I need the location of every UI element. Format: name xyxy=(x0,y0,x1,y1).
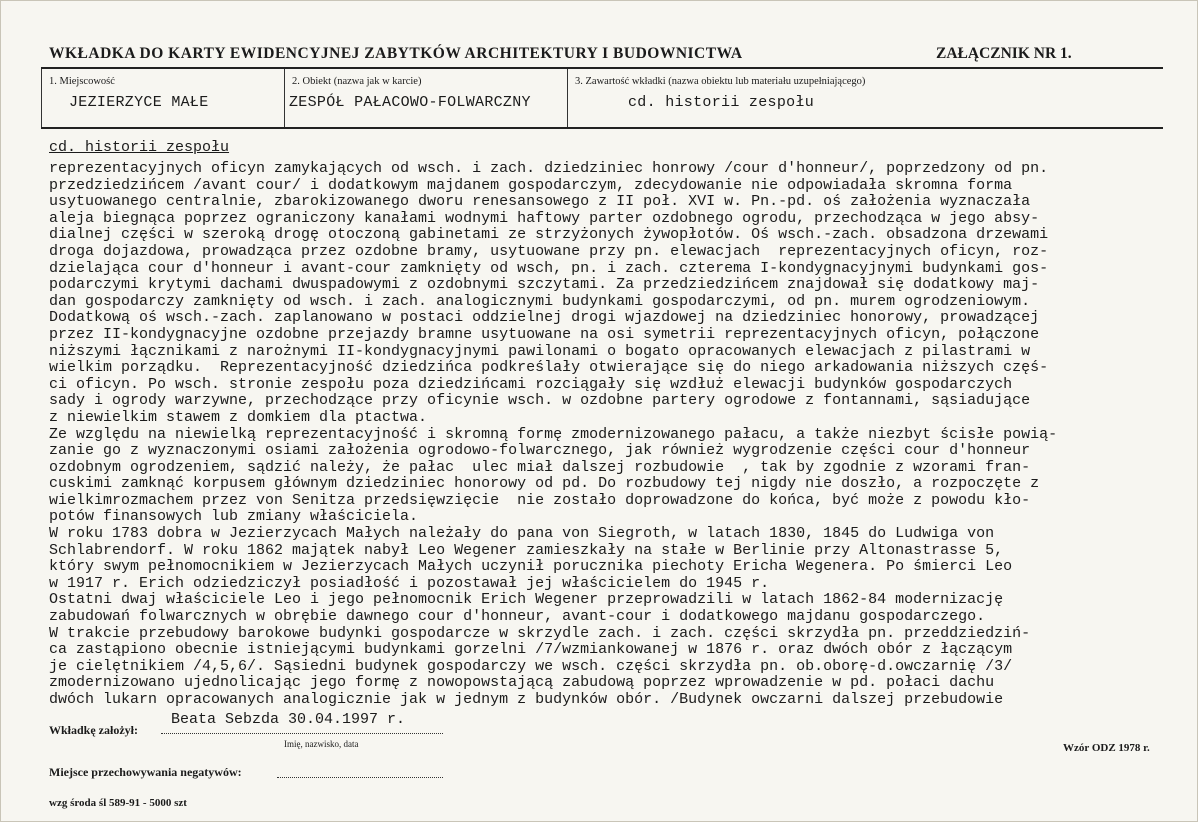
text-line: zmodernizowano ujednolicając jego formę z nowopowstającą zabudową poprzez wprowadzenie w pd. połaci dachu xyxy=(49,674,995,692)
content-value: cd. historii zespołu xyxy=(628,94,815,111)
text-line: ca zastąpiono obecnie istniejącymi budynkami gorzelni /7/wzmiankowanej w 1876 r. oraz dwóch obór z łączącym xyxy=(49,641,1013,659)
text-line: w 1917 r. Erich odziedziczył posiadłość i pozostawał jej właścicielem do 1945 r. xyxy=(49,574,770,592)
text-line: W roku 1783 dobra w Jezierzycach Małych należały do pana von Siegroth, w latach 1830, 1845 do Ludwiga von xyxy=(49,525,995,543)
object-field xyxy=(284,69,567,127)
text-line: usytuowanego centralnie, zbarokizowanego dworu renesansowego z II poł. XVI w. Pn.-pd. oś założenia wyznaczała xyxy=(49,193,1031,211)
section-heading: cd. historii zespołu xyxy=(49,139,230,156)
text-line: ci oficyn. Po wsch. stronie zespołu poza dziedzińcami rozciągały się wzdłuż elewacji budynków gospodarczych xyxy=(49,375,1013,393)
text-line: zanie go z wyznaczonymi osiami założenia ogrodowo-folwarcznego, jak również wygrodzenie części cour d'honneur xyxy=(49,442,1031,460)
content-label: 3. Zawartość wkładki (nazwa obiektu lub materiału uzupełniającego) xyxy=(575,76,866,87)
text-line: je cielętnikiem /4,5,6/. Sąsiedni budynek gospodarczy we wsch. części skrzydła pn. ob.oborę-d.owczarnię /3/ xyxy=(49,657,1013,675)
form-title: WKŁADKA DO KARTY EWIDENCYJNEJ ZABYTKÓW ARCHITEKTURY I BUDOWNICTWA xyxy=(49,45,743,62)
text-line: przedziedzińcem /avant cour/ i dodatkowym majdanem gospodarczym, zdecydowanie nie odpowiadała skromna forma xyxy=(49,176,1013,194)
text-line: dwóch lukarn opracowanych analogicznie jak w jednym z budynków obór. /Budynek owczarni dalszej przebudowie xyxy=(49,691,1004,708)
author-label: Wkładkę założył: xyxy=(49,723,138,737)
text-line: wielkim porządku. Reprezentacyjność dziedzińca podkreślały otwierające się do niego arkadowania niższych częś- xyxy=(49,359,1049,377)
storage-label: Miejsce przechowywania negatywów: xyxy=(49,765,242,779)
text-line: Dodatkową oś wsch.-zach. zaplanowano w postaci oddzielnej drogi wjazdowej na dziedziniec honorowy, prowadzącej xyxy=(49,309,1040,327)
header-fields xyxy=(41,69,1163,129)
text-line: który swym pełnomocnikiem w Jezierzycach Małych uczynił porucznika piechoty Ericha Wegenera. Po śmierci Leo xyxy=(49,558,1013,576)
text-line: niższymi łącznikami z narożnymi II-kondygnacyjnymi pawilonami o bogato opracowanych elewacjach z pilastrami w xyxy=(49,342,1031,360)
text-line: dzielająca cour d'honneur i avant-cour zamknięty od wsch, pn. i zach. czterema I-kondygnacyjnymi budynkami gos- xyxy=(49,259,1049,277)
text-line: dan gospodarczy zamknięty od wsch. i zach. analogicznymi budynkami gospodarczymi, od pn. murem ogrodzeniowym. xyxy=(49,292,1031,310)
text-line: potów finansowych lub zmiany właściciela. xyxy=(49,508,419,526)
text-line: przez II-kondygnacyjne ozdobne przejazdy bramne usytuowane na osi symetrii reprezentacyjnych oficyn, połączone xyxy=(49,325,1040,343)
text-line: zabudowań folwarcznych w obrębie dawnego cour d'honneur, avant-cour i dodatkowego majdanu gospodarczego. xyxy=(49,608,986,626)
text-line: droga dojazdowa, prowadząca przez ozdobne bramy, usytuowane przy pn. elewacjach reprezentacyjnych oficyn, roz- xyxy=(49,242,1049,260)
printer-info: wzg środa śl 589-91 - 5000 szt xyxy=(49,797,187,809)
annex-number: ZAŁĄCZNIK NR 1. xyxy=(936,45,1072,62)
text-line: Ze względu na niewielką reprezentacyjność i skromną formę zmodernizowanego pałacu, a także niezbyt ścisłe powią- xyxy=(49,425,1058,443)
history-text xyxy=(49,161,1169,709)
location-label: 1. Miejscowość xyxy=(49,76,115,87)
text-line: ozdobnym ogrodzeniem, sądzić należy, że pałac ulec miał dalszej rozbudowie , tak by zgodnie z wzorami fran- xyxy=(49,458,1031,476)
author-caption: Imię, nazwisko, data xyxy=(284,739,359,749)
location-value: JEZIERZYCE MAŁE xyxy=(69,94,209,111)
text-line: Ostatni dwaj właściciele Leo i jego pełnomocnik Erich Wegener przeprowadzili w latach 1862-84 modernizację xyxy=(49,591,1004,609)
content-field xyxy=(567,69,1163,127)
object-label: 2. Obiekt (nazwa jak w karcie) xyxy=(292,76,422,87)
author-value: Beata Sebzda 30.04.1997 r. xyxy=(171,711,406,728)
location-field xyxy=(41,69,284,127)
text-line: podarczymi krytymi dachami dwuspadowymi z ozdobnymi szczytami. Za przedziedzińcem znajdował się dodatkowy maj- xyxy=(49,276,1040,294)
text-line: sady i ogrody warzywne, przechodzące przy oficynie wsch. w ozdobne partery ogrodowe z fontannami, sąsiadujące xyxy=(49,392,1031,410)
text-line: wielkimrozmachem przez von Senitza przedsięwzięcie nie zostało doprowadzone do końca, być może z powodu kło- xyxy=(49,491,1031,509)
text-line: aleja biegnąca poprzez ograniczony kanałami wodnymi haftowy parter ozdobnego ogrodu, przechodząca w jego absy- xyxy=(49,209,1040,227)
text-line: z niewielkim stawem z domkiem dla ptactwa. xyxy=(49,408,428,426)
text-line: W trakcie przebudowy barokowe budynki gospodarcze w skrzydle zach. i zach. części skrzydła pn. przeddziedziń- xyxy=(49,624,1031,642)
text-line: reprezentacyjnych oficyn zamykających od wsch. i zach. dziedziniec honrowy /cour d'honneur/, poprzedzony od pn. xyxy=(49,160,1049,177)
author-dotted-line xyxy=(161,733,443,734)
storage-dotted-line xyxy=(277,777,443,778)
text-line: cuskimi zamknąć korpusem głównym dziedziniec honorowy od pd. Do rozbudowy tej nigdy nie doszło, a rozpoczęte z xyxy=(49,475,1040,493)
text-line: Schlabrendorf. W roku 1862 majątek nabył Leo Wegener zamieszkały na stałe w Berlinie przy Altonastrasse 5, xyxy=(49,541,1004,559)
text-line: dialnej części w szeroką drogę otoczoną gabinetami ze strzyżonych żywopłotów. Oś wsch.-zach. obsadzona drzewami xyxy=(49,226,1049,244)
form-id: Wzór ODZ 1978 r. xyxy=(1063,742,1150,754)
object-value: ZESPÓŁ PAŁACOWO-FOLWARCZNY xyxy=(289,94,531,111)
